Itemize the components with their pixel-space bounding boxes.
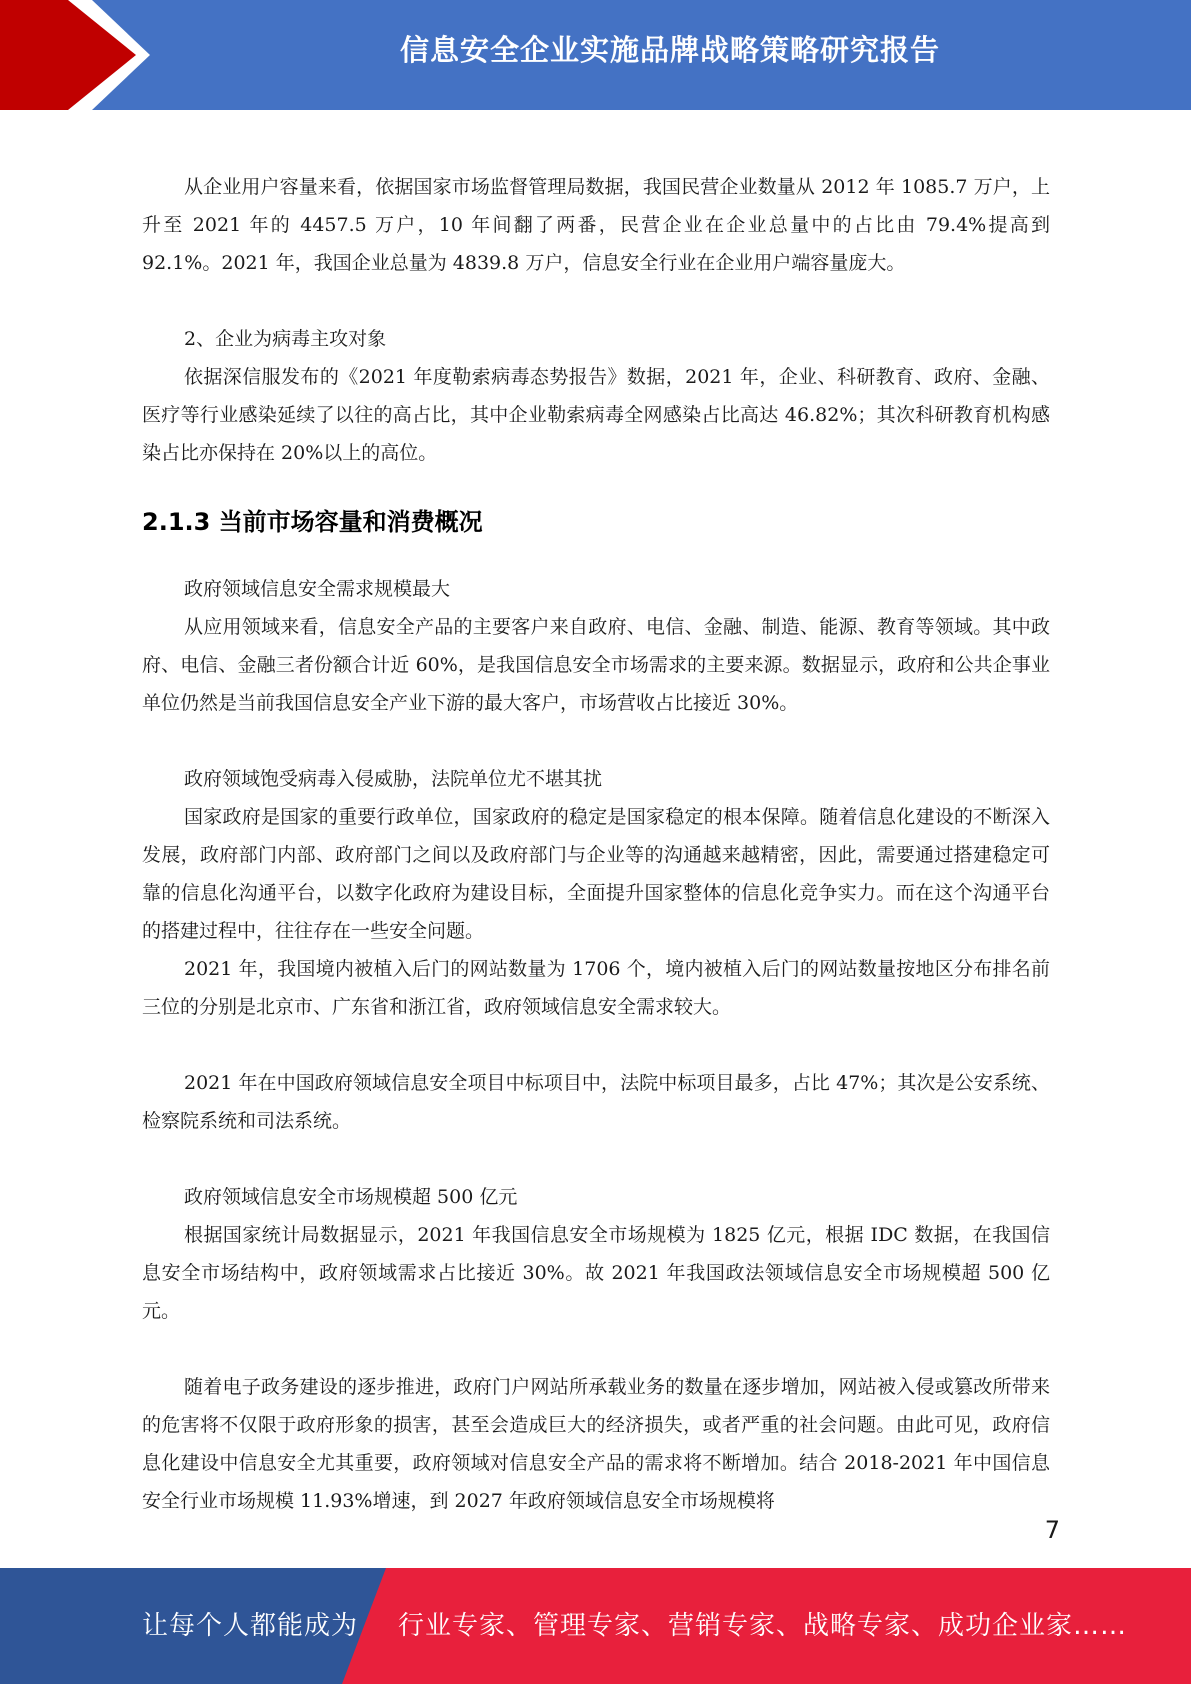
paragraph-egov-outlook: 随着电子政务建设的逐步推进，政府门户网站所承载业务的数量在逐步增加，网站被入侵或篡改所带来的危害将不仅限于政府形象的损害，甚至会造成巨大的经济损失，或者严重的社会问题。由此可见，政府信息化建设中信息安全尤其重要，政府领域对信息安全产品的需求将不断增加。结合 2018-2021 年中国信息安全行业市场规模 11.93%增速，到 2027 年政府领域信息安全市场规模将 [142,1376,1050,1512]
paragraph-ransomware-report: 依据深信服发布的《2021 年度勒索病毒态势报告》数据，2021 年，企业、科研教育、政府、金融、医疗等行业感染延续了以往的高占比，其中企业勒索病毒全网感染占比高达 46.82%；其次科研教育机构感染占比亦保持在 20%以上的高位。 [142,366,1050,464]
page-number: 7 [1044,1516,1060,1544]
paragraph-application-fields: 从应用领域来看，信息安全产品的主要客户来自政府、电信、金融、制造、能源、教育等领域。其中政府、电信、金融三者份额合计近 60%，是我国信息安全市场需求的主要来源。数据显示，政府和公共企事业单位仍然是当前我国信息安全产业下游的最大客户，市场营收占比接近 30%。 [142,616,1050,714]
subheading-gov-demand: 政府领域信息安全需求规模最大 [184,578,451,600]
section-heading: 2.1.3 当前市场容量和消费概况 [142,508,483,536]
paragraph-enterprise-capacity: 从企业用户容量来看，依据国家市场监督管理局数据，我国民营企业数量从 2012 年 1085.7 万户，上升至 2021 年的 4457.5 万户，10 年间翻了两番，民营企业在企业总量中的占比由 79.4%提高到 92.1%。2021 年，我国企业总量为 4839.8 万户，信息安全行业在企业用户端容量庞大。 [142,176,1050,274]
report-title: 信息安全企业实施品牌战略策略研究报告 [399,33,940,67]
subheading-gov-virus-threat: 政府领域饱受病毒入侵威胁，法院单位尤不堪其扰 [184,768,603,790]
page-header [0,0,1191,110]
paragraph-market-stats: 根据国家统计局数据显示，2021 年我国信息安全市场规模为 1825 亿元，根据 IDC 数据，在我国信息安全市场结构中，政府领域需求占比接近 30%。故 2021 年我国政法领域信息安全市场规模超 500 亿元。 [142,1224,1050,1322]
page-footer [0,1568,1191,1684]
footer-slogan-left: 让每个人都能成为 [142,1611,359,1641]
paragraph-gov-stability: 国家政府是国家的重要行政单位，国家政府的稳定是国家稳定的根本保障。随着信息化建设的不断深入发展，政府部门内部、政府部门之间以及政府部门与企业等的沟通越来越精密，因此，需要通过搭建稳定可靠的信息化沟通平台，以数字化政府为建设目标，全面提升国家整体的信息化竞争实力。而在这个沟通平台的搭建过程中，往往存在一些安全问题。 [142,806,1050,942]
paragraph-court-projects: 2021 年在中国政府领域信息安全项目中标项目中，法院中标项目最多，占比 47%；其次是公安系统、检察院系统和司法系统。 [142,1072,1050,1132]
subheading-virus-target: 2、企业为病毒主攻对象 [184,328,387,350]
subheading-gov-market-size: 政府领域信息安全市场规模超 500 亿元 [184,1186,518,1208]
footer-slogan-right: 行业专家、管理专家、营销专家、战略专家、成功企业家…… [398,1611,1128,1641]
header-arrow-icon [0,0,136,110]
paragraph-backdoor-sites: 2021 年，我国境内被植入后门的网站数量为 1706 个，境内被植入后门的网站数量按地区分布排名前三位的分别是北京市、广东省和浙江省，政府领域信息安全需求较大。 [142,958,1050,1018]
document-body [142,168,1050,1520]
